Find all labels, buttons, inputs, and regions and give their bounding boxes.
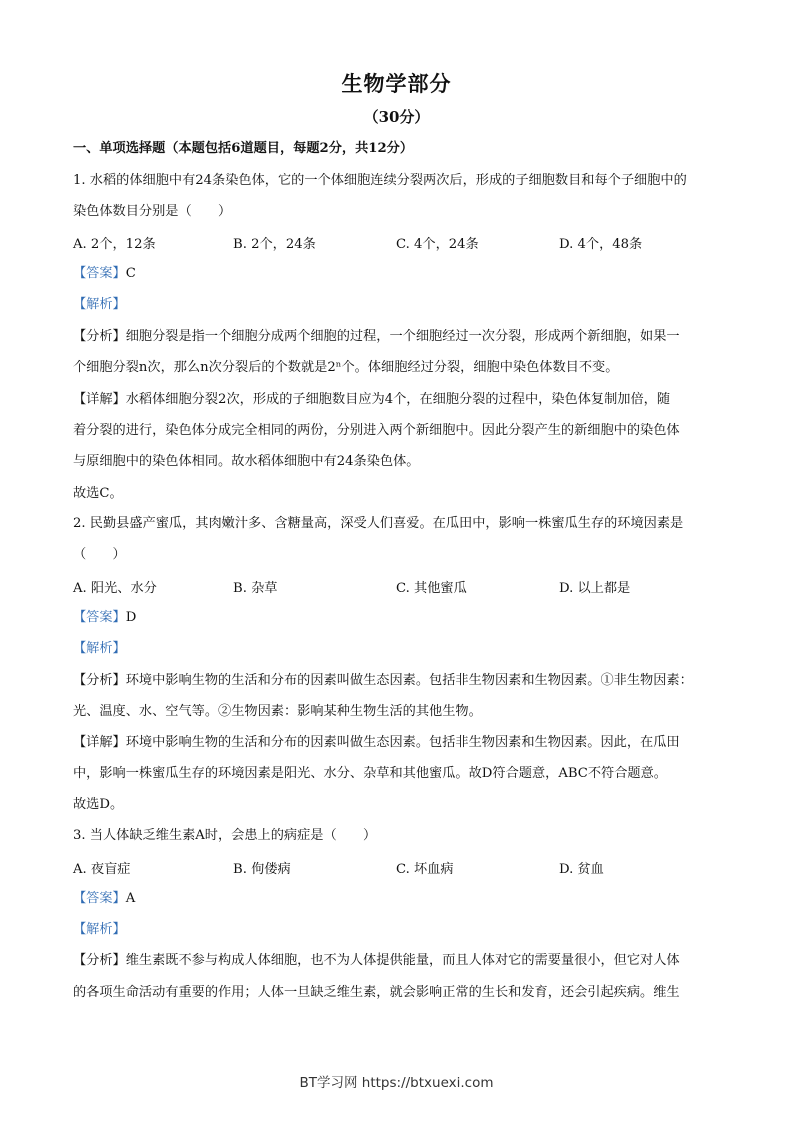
q1-option-a: A. 2个，12条 (73, 237, 156, 252)
q2-detail-text-1: 环境中影响生物的生活和分布的因素叫做生态因素。包括非生物因素和生物因素。因此，在瓜田 (125, 735, 680, 750)
q1-analysis-text-1: 细胞分裂是指一个细胞分成两个细胞的过程，一个细胞经过一次分裂，形成两个新细胞，如果一 (125, 329, 680, 344)
q2-analysis-text-1: 环境中影响生物的生活和分布的因素叫做生态因素。包括非生物因素和生物因素。①非生物因素： (125, 673, 693, 688)
q3-analysis-text-1: 维生素既不参与构成人体细胞，也不为人体提供能量，而且人体对它的需要量很小，但它对人体 (125, 953, 680, 968)
q3-analysis-line-2: 的各项生命活动有重要的作用；人体一旦缺乏维生素，就会影响正常的生长和发育，还会引起疾病。维生 (73, 985, 680, 1000)
q3-answer (73, 889, 723, 909)
q3-option-a: A. 夜盲症 (73, 862, 131, 877)
analysis-tag: 【分析】 (73, 673, 126, 688)
q2-stem-line-1: 2. 民勤县盛产蜜瓜，其肉嫩汁多、含糖量高，深受人们喜爱。在瓜田中，影响一株蜜瓜生存的环境因素是 (73, 516, 684, 531)
q1-option-b: B. 2个，24条 (233, 237, 316, 252)
q2-stem-line-2: （ ） (73, 547, 126, 562)
q1-answer-value: C (125, 266, 136, 281)
q2-analysis-heading (73, 639, 723, 659)
q3-option-d: D. 贫血 (559, 862, 604, 877)
footer-watermark: BT学习网 https://btxuexi.com (299, 1075, 494, 1091)
q2-analysis-line-2: 光、温度、水、空气等。②生物因素：影响某种生物生活的其他生物。 (73, 704, 482, 719)
q3-stem-line-1: 3. 当人体缺乏维生素A时，会患上的病症是（ ） (73, 828, 377, 843)
q3-options (73, 858, 723, 878)
q1-options (73, 233, 723, 253)
q2-option-a: A. 阳光、水分 (73, 581, 157, 596)
q2-answer-value: D (125, 610, 137, 625)
detail-tag: 【详解】 (73, 392, 126, 407)
analysis-head-tag: 【解析】 (73, 297, 126, 312)
q1-detail-line-1 (73, 390, 723, 410)
q3-option-c: C. 坏血病 (396, 862, 454, 877)
answer-tag: 【答案】 (73, 610, 126, 625)
q3-analysis-heading (73, 920, 723, 940)
q1-detail-line-3: 与原细胞中的染色体相同。故水稻体细胞中有24条染色体。 (73, 454, 420, 469)
q1-analysis-line-1 (73, 327, 723, 347)
q2-analysis-line-1 (73, 671, 723, 691)
q1-stem-line-1: 1. 水稻的体细胞中有24条染色体，它的一个体细胞连续分裂两次后，形成的子细胞数目和每个子细胞中的 (73, 173, 687, 188)
q1-option-c: C. 4个，24条 (396, 237, 479, 252)
q1-conclusion: 故选C。 (73, 486, 123, 501)
q1-analysis-heading (73, 295, 723, 315)
analysis-tag: 【分析】 (73, 953, 126, 968)
q1-detail-line-2: 着分裂的进行，染色体分成完全相同的两份，分别进入两个新细胞中。因此分裂产生的新细胞中的染色体 (73, 423, 680, 438)
q3-analysis-line-1 (73, 951, 723, 971)
q2-answer (73, 608, 723, 628)
q1-stem-line-2: 染色体数目分别是（ ） (73, 204, 232, 219)
answer-tag: 【答案】 (73, 891, 126, 906)
section-heading: 一、单项选择题（本题包括6道题目，每题2分，共12分） (73, 141, 414, 156)
page-title: 生物学部分 (341, 71, 452, 96)
q3-option-b: B. 佝偻病 (233, 862, 291, 877)
q1-option-d: D. 4个，48条 (559, 237, 643, 252)
q3-answer-value: A (125, 891, 136, 906)
q2-options (73, 577, 723, 597)
answer-tag: 【答案】 (73, 266, 126, 281)
analysis-head-tag: 【解析】 (73, 922, 126, 937)
q2-option-c: C. 其他蜜瓜 (396, 581, 467, 596)
q2-detail-line-1 (73, 733, 723, 753)
analysis-head-tag: 【解析】 (73, 641, 126, 656)
q2-detail-line-2: 中，影响一株蜜瓜生存的环境因素是阳光、水分、杂草和其他蜜瓜。故D符合题意，ABC不符合题意。 (73, 766, 667, 781)
detail-tag: 【详解】 (73, 735, 126, 750)
q1-detail-text-1: 水稻体细胞分裂2次，形成的子细胞数目应为4个，在细胞分裂的过程中，染色体复制加倍，随 (125, 392, 671, 407)
q1-answer (73, 264, 723, 284)
q2-option-d: D. 以上都是 (559, 581, 631, 596)
page-subtitle: （30分） (363, 108, 430, 126)
q2-conclusion: 故选D。 (73, 797, 124, 812)
analysis-tag: 【分析】 (73, 329, 126, 344)
q2-option-b: B. 杂草 (233, 581, 278, 596)
q1-analysis-line-2: 个细胞分裂n次，那么n次分裂后的个数就是2ⁿ个。体细胞经过分裂，细胞中染色体数目不变。 (73, 360, 619, 375)
